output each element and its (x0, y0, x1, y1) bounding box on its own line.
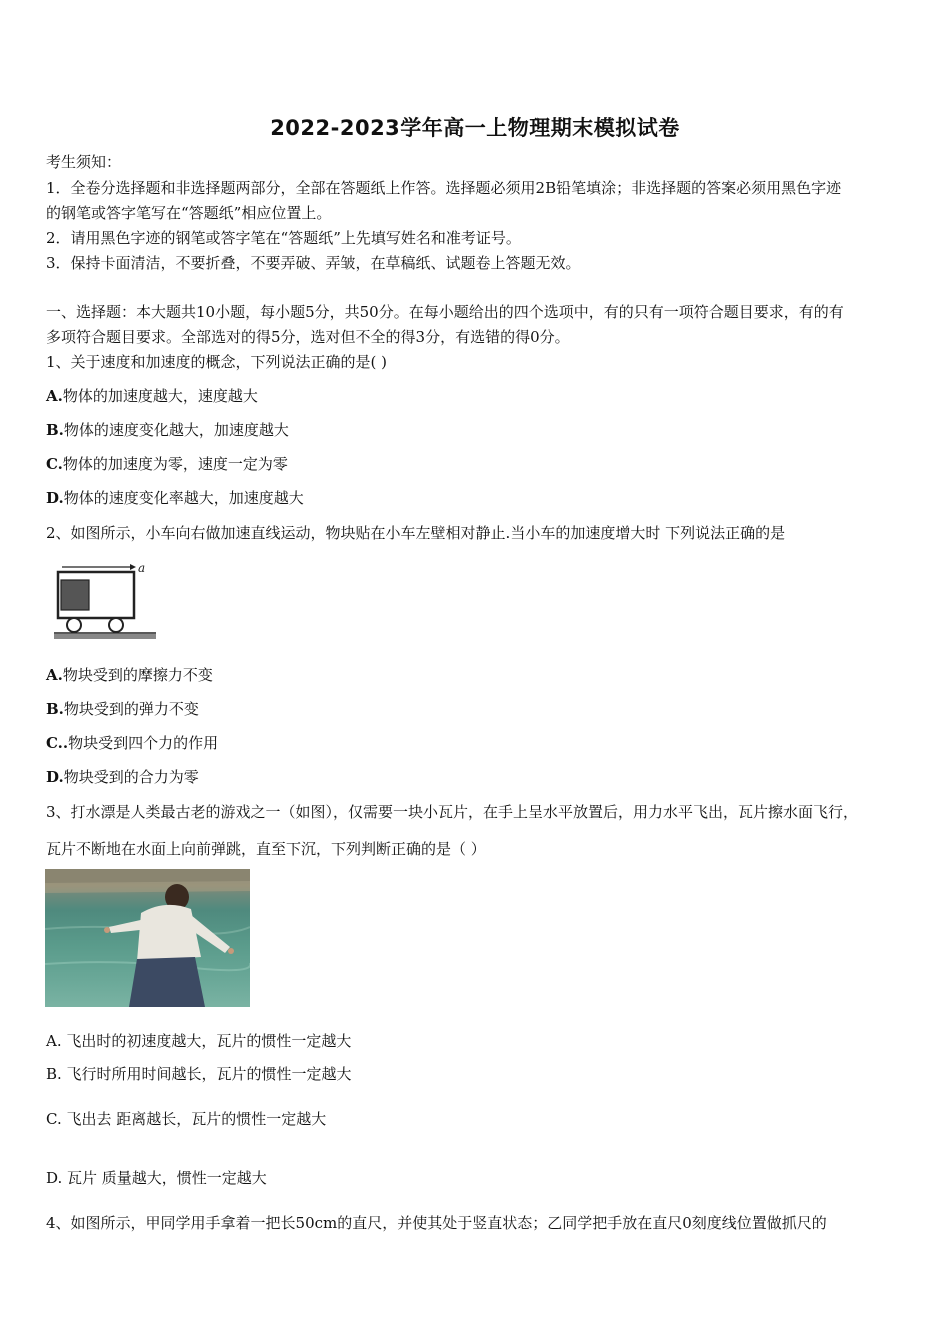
q2-option-b (46, 699, 910, 719)
q1-option-d (46, 488, 910, 508)
wheel-right (109, 618, 123, 632)
q3-option-a: A. 飞出时的初速度越大，瓦片的惯性一定越大 (46, 1032, 352, 1050)
q2-stem: 2、如图所示，小车向右做加速直线运动，物块贴在小车左壁相对静止.当小车的加速度增大时 下列说法正确的是 (46, 524, 786, 542)
q1-option-b (46, 420, 910, 440)
notice-heading: 考生须知： (46, 153, 122, 171)
section-intro-line-2: 多项符合题目要求。全部选对的得5分，选对但不全的得3分，有选错的得0分。 (46, 328, 570, 346)
notice-item-1-cont: 的钢笔或答字笔写在“答题纸”相应位置上。 (46, 204, 332, 222)
option-letter: A. (46, 387, 63, 405)
acceleration-arrowhead (130, 564, 136, 570)
photo-illustration (45, 869, 250, 1007)
q4-stem-line-1: 4、如图所示，甲同学用手拿着一把长50cm的直尺，并使其处于竖直状态；乙同学把手放在直尺0刻度线位置做抓尺的 (46, 1214, 827, 1232)
q1-option-a (46, 386, 910, 406)
far-bank (45, 869, 250, 883)
person-throwing (104, 884, 234, 1007)
option-text: 物体的速度变化越大，加速度越大 (63, 421, 289, 439)
wheel-left (67, 618, 81, 632)
option-letter: C. (46, 455, 63, 473)
q3-option-c: C. 飞出去 距离越长，瓦片的惯性一定越大 (46, 1110, 327, 1128)
option-text: 物体的加速度越大，速度越大 (62, 387, 258, 405)
option-letter: A. (46, 666, 63, 684)
q3-stem-line-2: 瓦片不断地在水面上向前弹跳，直至下沉，下列判断正确的是（ ） (46, 840, 486, 858)
option-letter: B. (46, 700, 64, 718)
option-letter: D. (46, 768, 64, 786)
option-letter: C.. (46, 734, 69, 752)
q2-option-c (46, 733, 910, 753)
option-text: 物块受到的摩擦力不变 (62, 666, 213, 684)
page-title: 2022-2023学年高一上物理期末模拟试卷 (270, 116, 680, 140)
option-letter: D. (46, 489, 64, 507)
acceleration-label: a (138, 561, 146, 575)
option-text: 物体的速度变化率越大，加速度越大 (63, 489, 304, 507)
option-letter: B. (46, 421, 64, 439)
q3-option-b: B. 飞行时所用时间越长，瓦片的惯性一定越大 (46, 1065, 352, 1083)
q3-option-d: D. 瓦片 质量越大，惯性一定越大 (46, 1169, 267, 1187)
ground-hatch (54, 634, 156, 639)
q1-stem: 1、关于速度和加速度的概念，下列说法正确的是( ) (46, 353, 388, 371)
q2-option-d (46, 767, 910, 787)
block-on-wall (61, 580, 89, 610)
q2-option-a (46, 665, 910, 685)
section-intro-line-1: 一、选择题：本大题共10小题，每小题5分，共50分。在每小题给出的四个选项中，有的只有一项符合题目要求，有的有 (46, 303, 844, 321)
option-text: 物体的加速度为零，速度一定为零 (62, 455, 288, 473)
q3-stem-line-1: 3、打水漂是人类最古老的游戏之一（如图），仅需要一块小瓦片，在手上呈水平放置后，用力水平飞出，瓦片擦水面飞行， (46, 803, 859, 821)
notice-item-1: 1．全卷分选择题和非选择题两部分，全部在答题纸上作答。选择题必须用2B铅笔填涂；非选择题的答案必须用黑色字迹 (46, 179, 842, 197)
option-text: 物块受到四个力的作用 (68, 734, 219, 752)
notice-item-3: 3．保持卡面清洁，不要折叠，不要弄破、弄皱，在草稿纸、试题卷上答题无效。 (46, 254, 581, 272)
q1-option-c (46, 454, 910, 474)
option-text: 物块受到的弹力不变 (63, 700, 199, 718)
cart-diagram (52, 558, 162, 646)
shoreline (45, 881, 250, 893)
notice-item-2: 2．请用黑色字迹的钢笔或答字笔在“答题纸”上先填写姓名和准考证号。 (46, 229, 521, 247)
option-text: 物块受到的合力为零 (63, 768, 199, 786)
stone-skipping-photo (45, 869, 250, 1007)
